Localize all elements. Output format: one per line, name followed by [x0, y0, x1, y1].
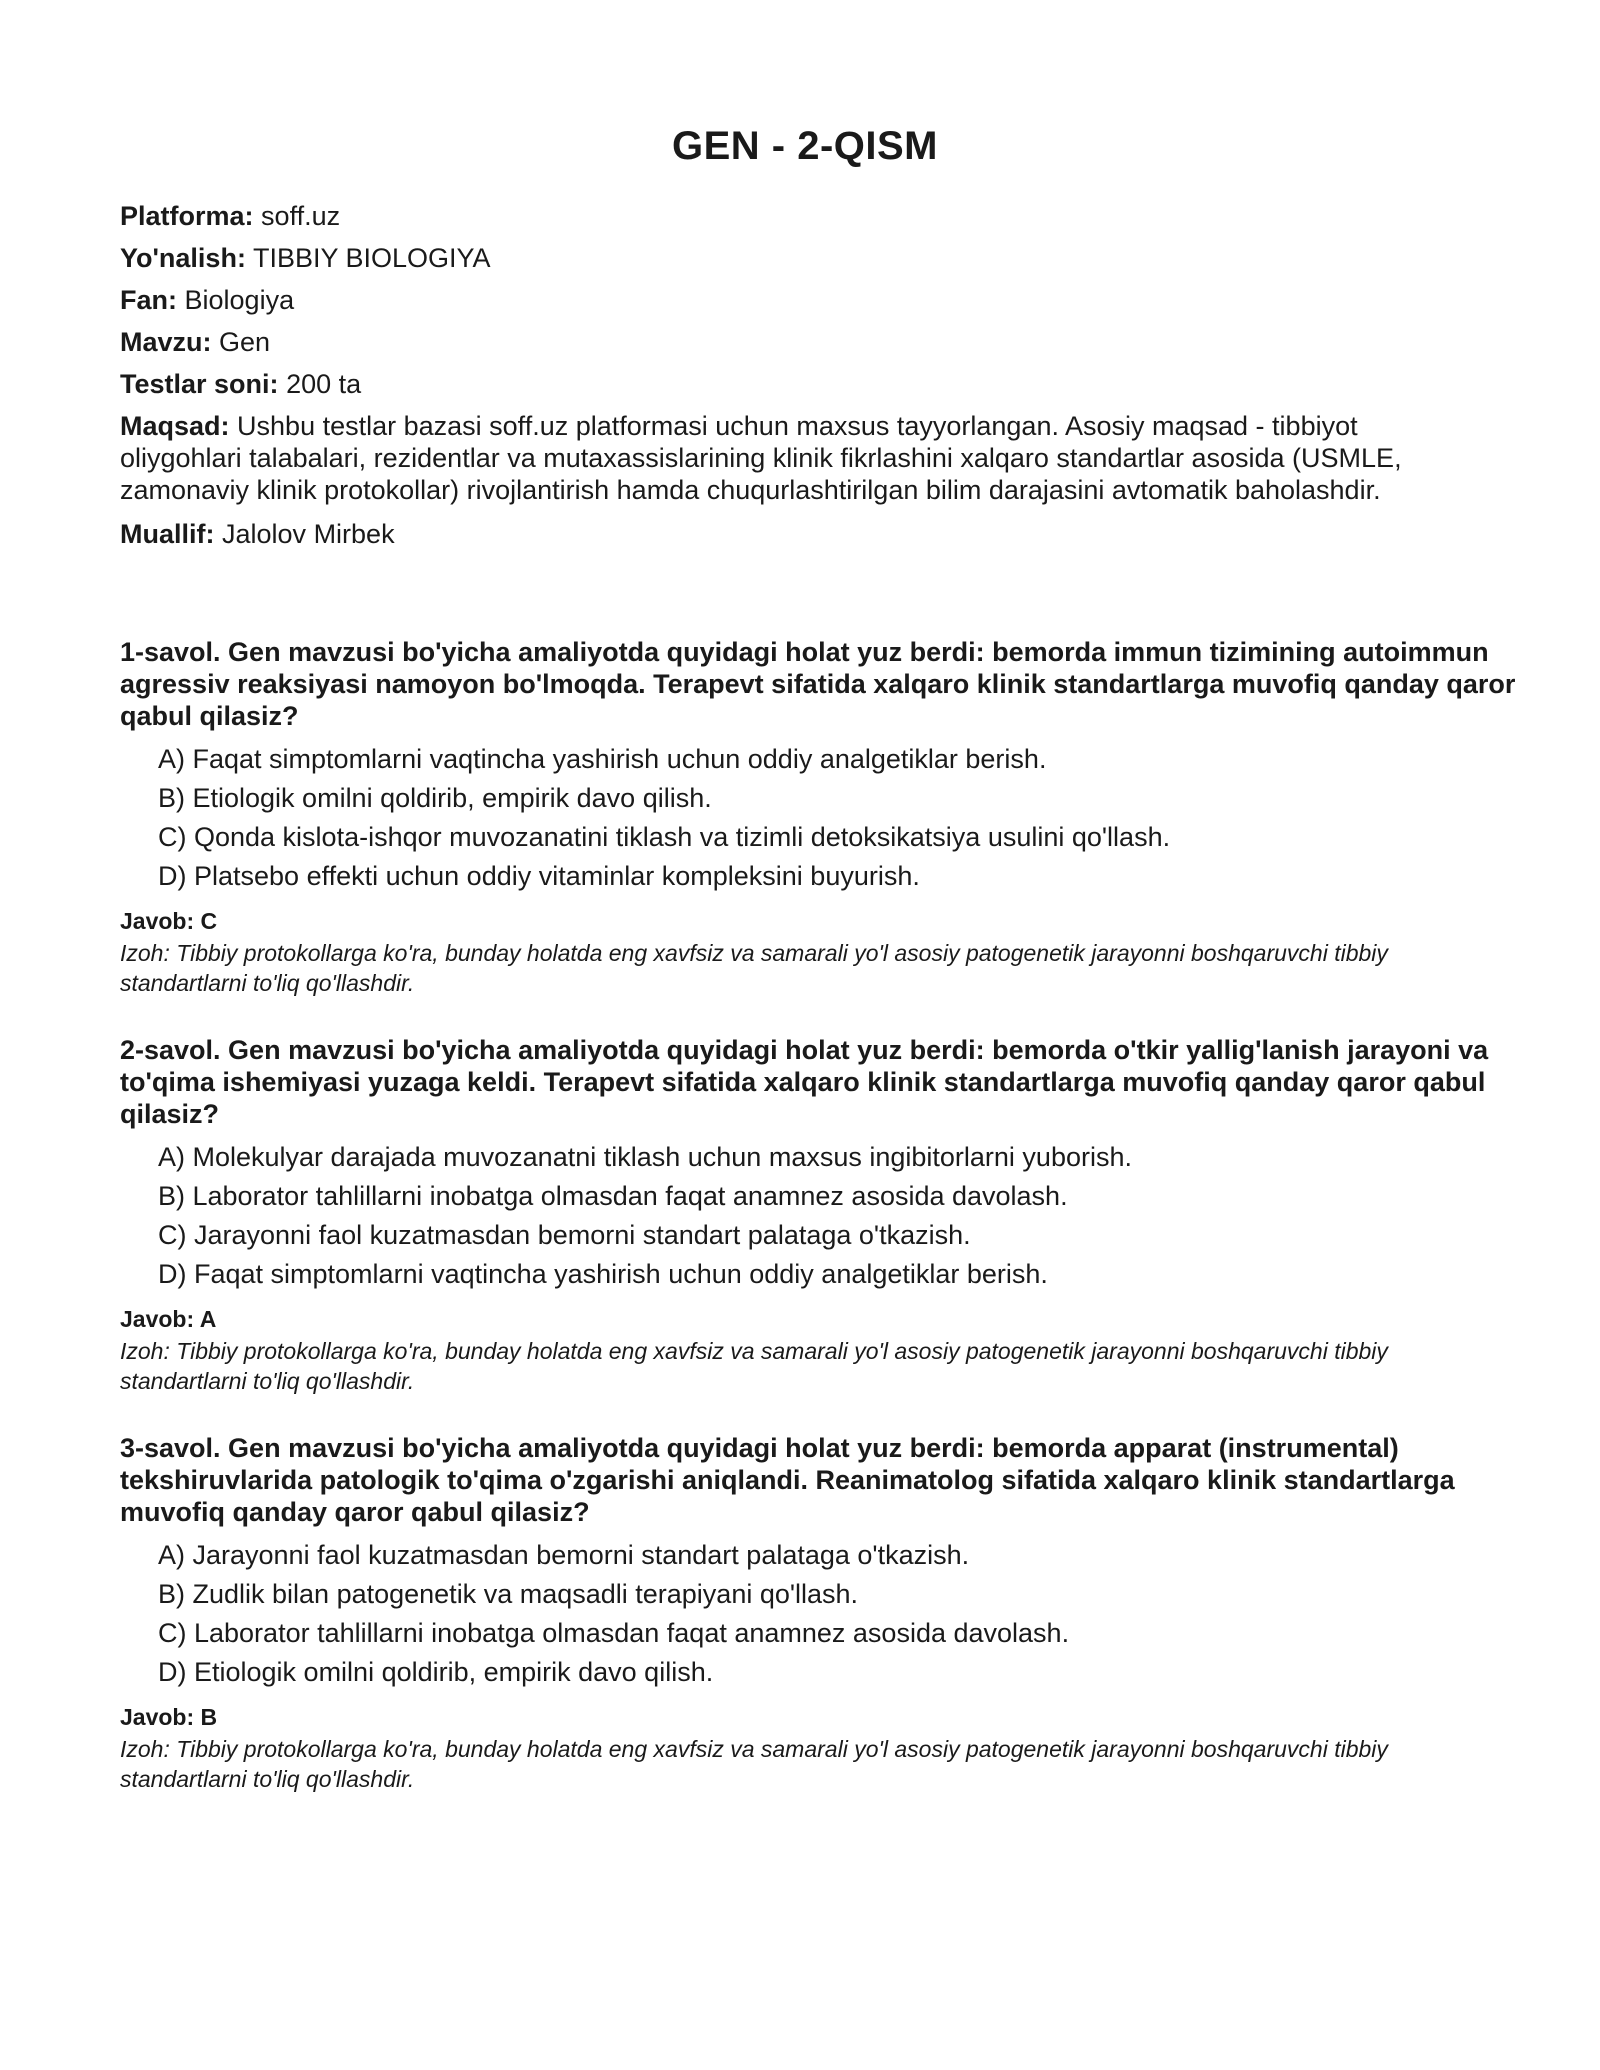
question-2 — [120, 1034, 1500, 1396]
answer-label: Javob: — [120, 908, 195, 934]
meta-mavzu — [120, 326, 1500, 358]
meta-platforma — [120, 200, 1500, 232]
answer-value: C — [200, 908, 218, 934]
option-d: D) Faqat simptomlarni vaqtincha yashirish uchun oddiy analgetiklar berish. — [158, 1259, 1048, 1289]
meta-platforma-label: Platforma: — [120, 201, 254, 231]
answer-line — [120, 904, 1500, 938]
option-c: C) Laborator tahlillarni inobatga olmasdan faqat anamnez asosida davolash. — [158, 1618, 1070, 1648]
option-a: A) Jarayonni faol kuzatmasdan bemorni standart palataga o'tkazish. — [158, 1540, 970, 1570]
meta-maqsad — [120, 410, 1480, 506]
answer-label: Javob: — [120, 1306, 195, 1332]
meta-fan — [120, 284, 1500, 316]
meta-muallif-value: Jalolov Mirbek — [222, 519, 395, 549]
answer-value: A — [199, 1306, 217, 1332]
metadata-block — [120, 200, 1500, 550]
option-a: A) Faqat simptomlarni vaqtincha yashirish uchun oddiy analgetiklar berish. — [158, 744, 1047, 774]
meta-testlar-value: 200 ta — [286, 369, 362, 399]
document-page — [120, 0, 1516, 1830]
page-title: GEN - 2-QISM — [671, 124, 939, 168]
question-text: 1-savol. Gen mavzusi bo'yicha amaliyotda quyidagi holat yuz berdi: bemorda immun tizimining autoimmun agressiv reaksiyasi namoyon bo'lmoqda. Terapevt sifatida xalqaro klinik standartlarga muvofiq qanday qaror qabul qilasiz? — [120, 637, 1516, 731]
meta-testlar-label: Testlar soni: — [120, 369, 279, 399]
meta-maqsad-label: Maqsad: — [120, 411, 230, 441]
meta-mavzu-value: Gen — [219, 327, 271, 357]
answer-value: B — [200, 1704, 218, 1730]
option-b: B) Laborator tahlillarni inobatga olmasdan faqat anamnez asosida davolash. — [158, 1181, 1068, 1211]
options-list — [158, 1536, 1500, 1692]
meta-fan-label: Fan: — [120, 285, 177, 315]
question-text: 3-savol. Gen mavzusi bo'yicha amaliyotda quyidagi holat yuz berdi: bemorda apparat (instrumental) tekshiruvlarida patologik to'qima o'zgarishi aniqlandi. Reanimatolog sifatida xalqaro klinik standartlarga muvofiq qanday qaror qabul qilasiz? — [120, 1433, 1455, 1527]
answer-line — [120, 1700, 1500, 1734]
explanation-text: Izoh: Tibbiy protokollarga ko'ra, bunday holatda eng xavfsiz va samarali yo'l asosiy patogenetik jarayonni boshqaruvchi tibbiy standartlarni to'liq qo'llashdir. — [120, 1338, 1388, 1394]
explanation-text: Izoh: Tibbiy protokollarga ko'ra, bunday holatda eng xavfsiz va samarali yo'l asosiy patogenetik jarayonni boshqaruvchi tibbiy standartlarni to'liq qo'llashdir. — [120, 1736, 1388, 1792]
meta-muallif — [120, 518, 1500, 550]
question-3 — [120, 1432, 1500, 1794]
meta-fan-value: Biologiya — [184, 285, 295, 315]
option-b: B) Etiologik omilni qoldirib, empirik davo qilish. — [158, 783, 712, 813]
options-list — [158, 740, 1500, 896]
options-list — [158, 1138, 1500, 1294]
option-c: C) Qonda kislota-ishqor muvozanatini tiklash va tizimli detoksikatsiya usulini qo'llash. — [158, 822, 1171, 852]
questions-list — [120, 636, 1516, 1794]
meta-platforma-value: soff.uz — [261, 201, 341, 231]
option-b: B) Zudlik bilan patogenetik va maqsadli terapiyani qo'llash. — [158, 1579, 859, 1609]
question-1 — [120, 636, 1516, 998]
meta-muallif-label: Muallif: — [120, 519, 215, 549]
meta-mavzu-label: Mavzu: — [120, 327, 212, 357]
option-d: D) Platsebo effekti uchun oddiy vitaminlar kompleksini buyurish. — [158, 861, 920, 891]
answer-line — [120, 1302, 1500, 1336]
option-a: A) Molekulyar darajada muvozanatni tiklash uchun maxsus ingibitorlarni yuborish. — [158, 1142, 1132, 1172]
meta-yonalish-label: Yo'nalish: — [120, 243, 246, 273]
question-text: 2-savol. Gen mavzusi bo'yicha amaliyotda quyidagi holat yuz berdi: bemorda o'tkir yallig'lanish jarayoni va to'qima ishemiyasi yuzaga keldi. Terapevt sifatida xalqaro klinik standartlarga muvofiq qanday qaror qabul qilasiz? — [120, 1035, 1489, 1129]
explanation-text: Izoh: Tibbiy protokollarga ko'ra, bunday holatda eng xavfsiz va samarali yo'l asosiy patogenetik jarayonni boshqaruvchi tibbiy standartlarni to'liq qo'llashdir. — [120, 940, 1388, 996]
meta-yonalish — [120, 242, 1500, 274]
answer-label: Javob: — [120, 1704, 195, 1730]
option-c: C) Jarayonni faol kuzatmasdan bemorni standart palataga o'tkazish. — [158, 1220, 971, 1250]
option-d: D) Etiologik omilni qoldirib, empirik davo qilish. — [158, 1657, 714, 1687]
meta-yonalish-value: TIBBIY BIOLOGIYA — [252, 243, 491, 273]
meta-maqsad-value: Ushbu testlar bazasi soff.uz platformasi uchun maxsus tayyorlangan. Asosiy maqsad - tibbiyot oliygohlari talabalari, rezidentlar va mutaxassislarining klinik fikrlashini xalqaro standartlar asosida (USMLE, zamonaviy klinik protokollar) rivojlantirish hamda chuqurlashtirilgan bilim darajasini avtomatik baholashdir. — [120, 411, 1402, 505]
meta-testlar-soni — [120, 368, 1500, 400]
